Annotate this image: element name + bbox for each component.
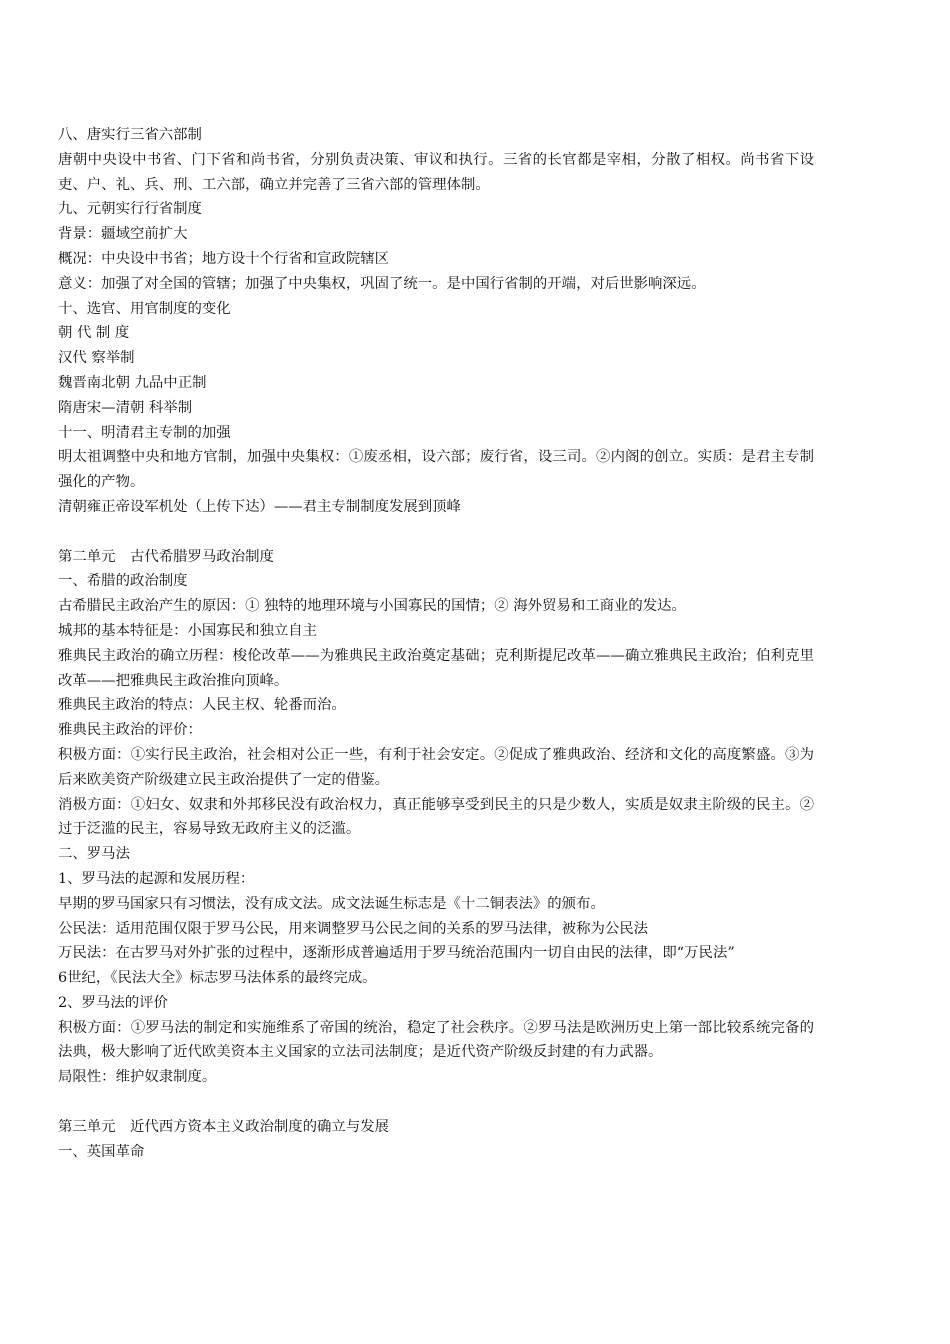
text-paragraph: 背景：疆域空前扩大: [58, 226, 188, 243]
text-paragraph: 隋唐宋—清朝 科举制: [58, 399, 193, 416]
text-paragraph: 魏晋南北朝 九品中正制: [58, 374, 207, 391]
text-paragraph: 朝 代 制 度: [58, 325, 130, 342]
text-paragraph: 二、罗马法: [58, 846, 130, 863]
text-paragraph: 意义：加强了对全国的管辖；加强了中央集权，巩固了统一。是中国行省制的开端，对后世影响深远。: [58, 275, 706, 292]
text-paragraph: 十一、明清君主专制的加强: [58, 424, 231, 441]
text-paragraph: 明太祖调整中央和地方官制，加强中央集权：①废丞相，设六部；废行省，设三司。②内阁的创立。实质：是君主专制强化的产物。: [58, 449, 814, 491]
text-paragraph: 唐朝中央设中书省、门下省和尚书省，分别负责决策、审议和执行。三省的长官都是宰相，分散了相权。尚书省下设吏、户、礼、兵、刑、工六部，确立并完善了三省六部的管理体制。: [58, 151, 814, 193]
text-paragraph: 1、罗马法的起源和发展历程：: [58, 870, 255, 887]
text-paragraph: 积极方面：①罗马法的制定和实施维系了帝国的统治，稳定了社会秩序。②罗马法是欧洲历史上第一部比较系统完备的法典，极大影响了近代欧美资本主义国家的立法司法制度；是近代资产阶级反封建的有力武器。: [58, 1019, 814, 1061]
document-section: [58, 1115, 814, 1165]
document-body: [58, 123, 814, 1164]
text-paragraph: 雅典民主政治的特点：人民主权、轮番而治。: [58, 697, 346, 714]
text-paragraph: 第二单元 古代希腊罗马政治制度: [58, 548, 274, 565]
text-paragraph: 九、元朝实行行省制度: [58, 201, 202, 218]
text-paragraph: 早期的罗马国家只有习惯法，没有成文法。成文法诞生标志是《十二铜表法》的颁布。: [58, 895, 605, 912]
text-paragraph: 一、希腊的政治制度: [58, 573, 188, 590]
text-paragraph: 2、罗马法的评价: [58, 994, 168, 1011]
text-paragraph: 雅典民主政治的确立历程：梭伦改革——为雅典民主政治奠定基础；克利斯提尼改革——确立雅典民主政治；伯利克里改革——把雅典民主政治推向顶峰。: [58, 647, 814, 689]
text-paragraph: 万民法：在古罗马对外扩张的过程中，逐渐形成普遍适用于罗马统治范围内一切自由民的法律，即“万民法”: [58, 945, 735, 962]
text-paragraph: 概况：中央设中书省；地方设十个行省和宣政院辖区: [58, 250, 389, 267]
text-paragraph: 第三单元 近代西方资本主义政治制度的确立与发展: [58, 1118, 389, 1135]
text-paragraph: 八、唐实行三省六部制: [58, 127, 202, 143]
text-paragraph: 消极方面：①妇女、奴隶和外邦移民没有政治权力，真正能够享受到民主的只是少数人，实质是奴隶主阶级的民主。②过于泛滥的民主，容易导致无政府主义的泛滥。: [58, 796, 814, 838]
text-paragraph: 公民法：适用范围仅限于罗马公民，用来调整罗马公民之间的关系的罗马法律，被称为公民法: [58, 920, 649, 937]
text-paragraph: 6世纪，《民法大全》标志罗马法体系的最终完成。: [58, 970, 377, 987]
text-paragraph: 十、选官、用官制度的变化: [58, 300, 231, 317]
document-section: [58, 123, 814, 520]
section-spacer: [58, 520, 814, 545]
text-paragraph: 汉代 察举制: [58, 350, 135, 367]
section-spacer: [58, 1090, 814, 1115]
text-paragraph: 局限性：维护奴隶制度。: [58, 1069, 217, 1086]
text-paragraph: 清朝雍正帝设军机处（上传下达）——君主专制制度发展到顶峰: [58, 498, 461, 515]
text-paragraph: 雅典民主政治的评价：: [58, 722, 202, 739]
document-section: [58, 545, 814, 1091]
text-paragraph: 积极方面：①实行民主政治，社会相对公正一些，有利于社会安定。②促成了雅典政治、经济和文化的高度繁盛。③为后来欧美资产阶级建立民主政治提供了一定的借鉴。: [58, 746, 814, 788]
text-paragraph: 古希腊民主政治产生的原因：① 独特的地理环境与小国寡民的国情；② 海外贸易和工商业的发达。: [58, 598, 686, 615]
text-paragraph: 一、英国革命: [58, 1143, 145, 1160]
text-paragraph: 城邦的基本特征是：小国寡民和独立自主: [58, 622, 318, 639]
